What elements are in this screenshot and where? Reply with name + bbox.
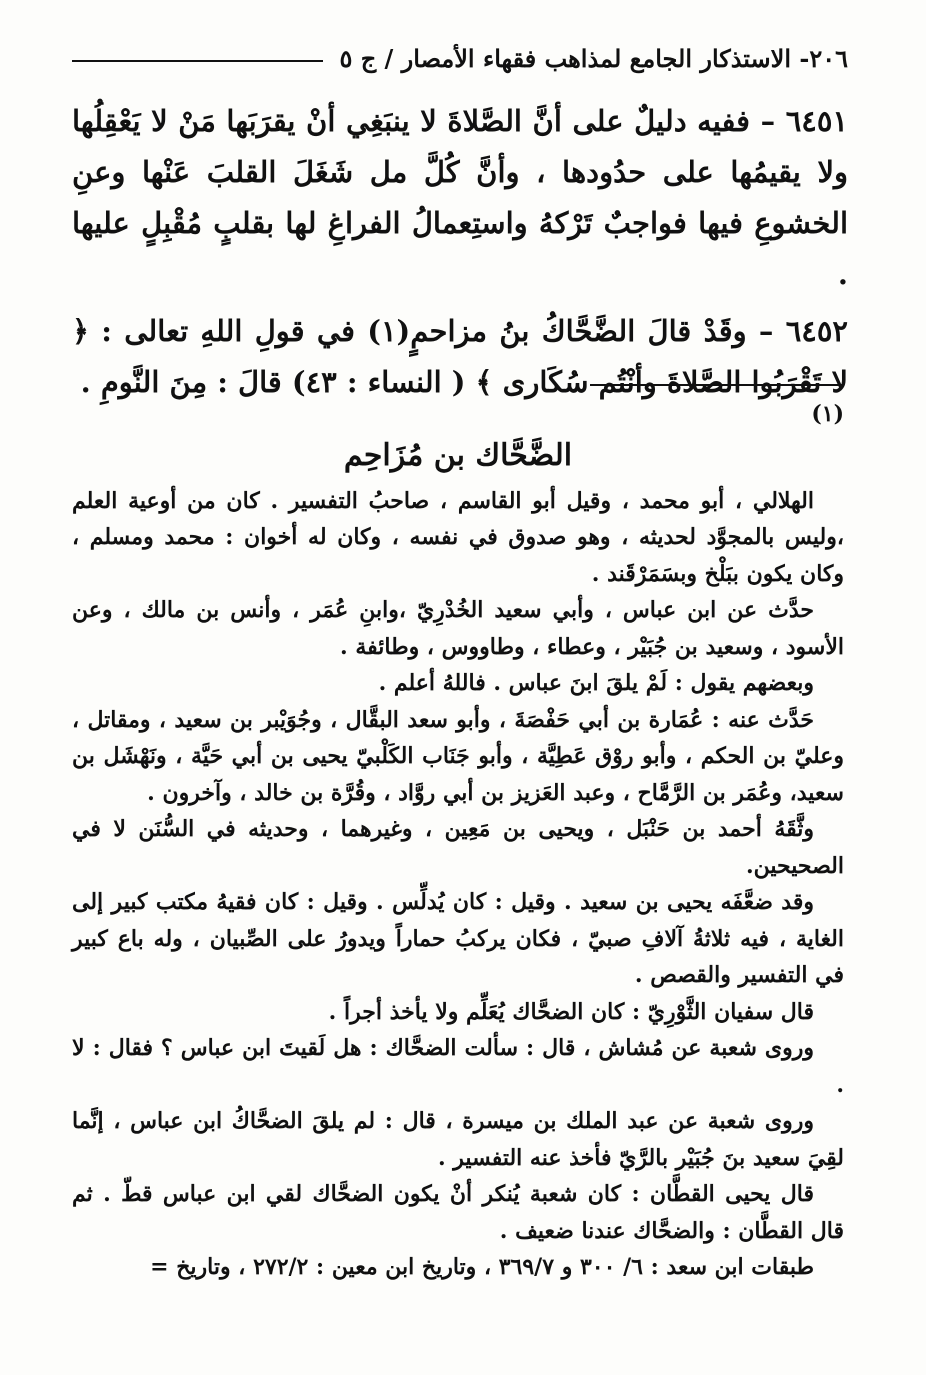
- footnote-paragraph: الهلالي ، أبو محمد ، وقيل أبو القاسم ، صاحبُ التفسير . كان من أوعية العلم ،وليس بالمجوَّد لحديثه ، وهو صدوق في نفسه ، وكان له أخوان : محمد ومسلم ، وكان يكون ببَلْخ وبسَمَرْقَند .: [72, 487, 844, 587]
- footnote-paragraph: قال يحيى القطَّان : كان شعبة يُنكر أنْ يكون الضحَّاك لقي ابن عباس قطّ . ثم قال القطَّان : والضحَّاك عندنا ضعيف .: [72, 1181, 844, 1244]
- footnote-paragraph: وروى شعبة عن عبد الملك بن ميسرة ، قال : لم يلقَ الضحَّاكُ ابن عباس ، إنَّما لقِيَ سعيد بنَ جُبَيْر بالرَّيّ فأخذ عنه التفسير .: [72, 1108, 844, 1171]
- footnote-paragraph: وروى شعبة عن مُشاش ، قال : سألت الضحَّاك : هل لَقيتَ ابن عباس ؟ فقال : لا .: [72, 1035, 844, 1098]
- footnote-marker: (١): [811, 401, 844, 427]
- footnote-paragraph: حدَّث عن ابن عباس ، وأبي سعيد الخُدْرِيّ ،وابنِ عُمَر ، وأنس بن مالك ، وعن الأسود ، وسعيد بن جُبَيْر ، وعطاء ، وطاووس ، وطائفة .: [72, 597, 844, 660]
- page-header: [72, 38, 848, 78]
- footnote-paragraph: وبعضهم يقول : لَمْ يلقَ ابنَ عباس . فاللهُ أعلم .: [378, 670, 814, 696]
- running-title: ٢٠٦- الاستذكار الجامع لمذاهب فقهاء الأمصار / ج ٥: [339, 43, 848, 73]
- footnote-paragraph: حَدَّث عنه : عُمَارة بن أبي حَفْصَةَ ، وأبو سعد البقَّال ، وجُوَيْبر بن سعيد ، ومقاتل ، وعليّ بن الحكم ، وأبو روْق عَطِيَّة ، وأبو جَنَاب الكَلْبيّ يحيى بن أبي حَيَّة ، ونَهْشَل بن سعيد، وعُمَر بن الرَّمَّاح ، وعبد العَزيز بن أبي روَّاد ، وقُرَّة بن خالد ، وآخرون .: [72, 706, 844, 806]
- footnote-separator: [590, 384, 844, 386]
- footnote-section: [72, 396, 844, 1286]
- footnote-paragraph: قال سفيان الثَّوْرِيّ : كان الضحَّاك يُعَلِّم ولا يأخذ أجراً .: [328, 998, 814, 1025]
- footnote-paragraph: وقد ضعَّفَه يحيى بن سعيد . وقيل : كان يُدلِّس . وقيل : كان فقيهُ مكتب كبير إلى الغاية ، فيه ثلاثةُ آلافِ صبيّ ، فكان يركبُ حماراً ويدورُ على الصِّبيان ، وله باع كبير في التفسير والقصص .: [72, 889, 844, 988]
- footnote-paragraph: وثَّقَهُ أحمد بن حَنْبَل ، ويحيى بن مَعِين ، وغيرهما ، وحديثه في السُّنَن لا في الصحيحين.: [72, 816, 844, 879]
- footnote-heading: الضَّحَّاك بن مُزَاحِم: [343, 437, 573, 473]
- paragraph-6451: ٦٤٥١ – ففيه دليلٌ على أنَّ الصَّلاةَ لا ينبَغِي أنْ يقرَبَها مَنْ لا يَعْقِلُها ولا يقيمُها على حدُودها ، وأنَّ كُلَّ مل شَغَلَ القلبَ عَنْها وعنِ الخشوعِ فيها فواجبٌ تَرْكهُ واستِعمالُ الفراغِ لها بقلبٍ مُقْبِلٍ عليها .: [72, 104, 848, 291]
- paragraph-6452: ٦٤٥٢ – وقَدْ قالَ الضَّحَّاكُ بنُ مزاحمٍ(١) في قولِ اللهِ تعالى : ﴿ لا تَقْرَبُوا الصَّلاةَ وأنْتُم سُكَارى ﴾ ( النساء : ٤٣) قالَ : مِنَ النَّومِ .: [72, 314, 849, 399]
- header-rule: [72, 60, 323, 62]
- footnote-references: طبقات ابن سعد : ٦/ ٣٠٠ و ٣٦٩/٧ ، وتاريخ ابن معين : ٢٧٢/٢ ، وتاريخ =: [150, 1254, 814, 1280]
- main-text: [72, 96, 848, 408]
